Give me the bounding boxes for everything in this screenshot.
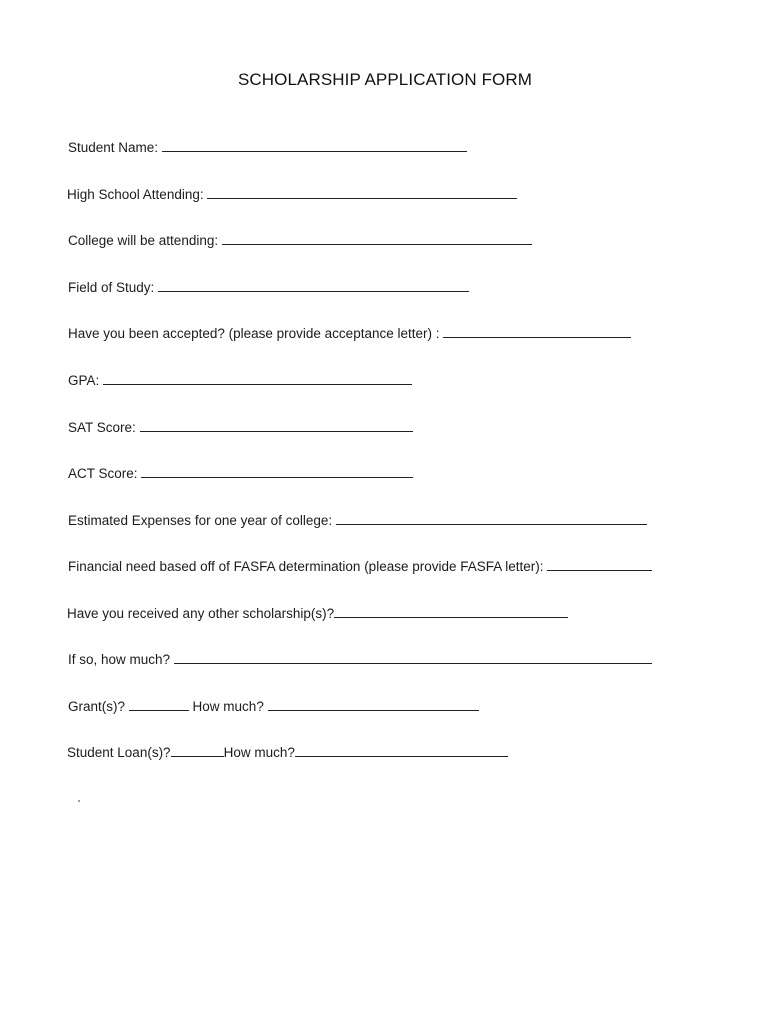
loans-blank[interactable]: [171, 744, 224, 757]
college-field: [68, 232, 532, 249]
high-school-label: High School Attending:: [67, 187, 204, 202]
loans-field: [67, 744, 508, 761]
act-score-field: [68, 465, 413, 482]
gpa-field: [68, 372, 412, 389]
student-name-label: Student Name:: [68, 140, 159, 155]
sat-score-field: [68, 419, 413, 436]
grants-how-much-label: How much?: [192, 699, 264, 714]
field-of-study-field: [68, 279, 469, 296]
form-title: SCHOLARSHIP APPLICATION FORM: [237, 70, 533, 89]
loans-how-much-label: How much?: [223, 745, 295, 760]
loans-how-much-blank[interactable]: [295, 744, 508, 757]
stray-mark: [78, 800, 80, 802]
high-school-field: [67, 186, 517, 203]
grants-field: [68, 698, 479, 715]
sat-score-blank[interactable]: [140, 419, 413, 432]
expenses-field: [68, 512, 647, 529]
high-school-blank[interactable]: [207, 186, 517, 199]
gpa-label: GPA:: [68, 373, 100, 388]
student-name-field: [68, 139, 467, 156]
field-of-study-blank[interactable]: [158, 279, 469, 292]
accepted-blank[interactable]: [443, 325, 631, 338]
student-name-blank[interactable]: [162, 139, 467, 152]
loans-label: Student Loan(s)?: [67, 745, 171, 760]
if-so-field: [68, 651, 652, 668]
if-so-blank[interactable]: [174, 651, 652, 664]
grants-blank[interactable]: [129, 698, 189, 711]
college-label: College will be attending:: [68, 233, 219, 248]
if-so-label: If so, how much?: [68, 652, 171, 667]
grants-label: Grant(s)?: [68, 699, 126, 714]
financial-need-blank[interactable]: [547, 558, 652, 571]
act-score-label: ACT Score:: [68, 466, 138, 481]
field-of-study-label: Field of Study:: [68, 280, 155, 295]
other-scholarships-field: [67, 605, 568, 622]
expenses-label: Estimated Expenses for one year of college:: [68, 513, 333, 528]
financial-need-field: [68, 558, 652, 575]
accepted-label: Have you been accepted? (please provide acceptance letter) :: [68, 326, 440, 341]
gpa-blank[interactable]: [103, 372, 412, 385]
grants-how-much-blank[interactable]: [268, 698, 479, 711]
act-score-blank[interactable]: [141, 465, 413, 478]
college-blank[interactable]: [222, 232, 532, 245]
other-scholarships-label: Have you received any other scholarship(s)?: [67, 606, 335, 621]
accepted-field: [68, 325, 631, 342]
financial-need-label: Financial need based off of FASFA determination (please provide FASFA letter):: [68, 559, 544, 574]
other-scholarships-blank[interactable]: [334, 605, 568, 618]
sat-score-label: SAT Score:: [68, 420, 136, 435]
expenses-blank[interactable]: [336, 512, 647, 525]
